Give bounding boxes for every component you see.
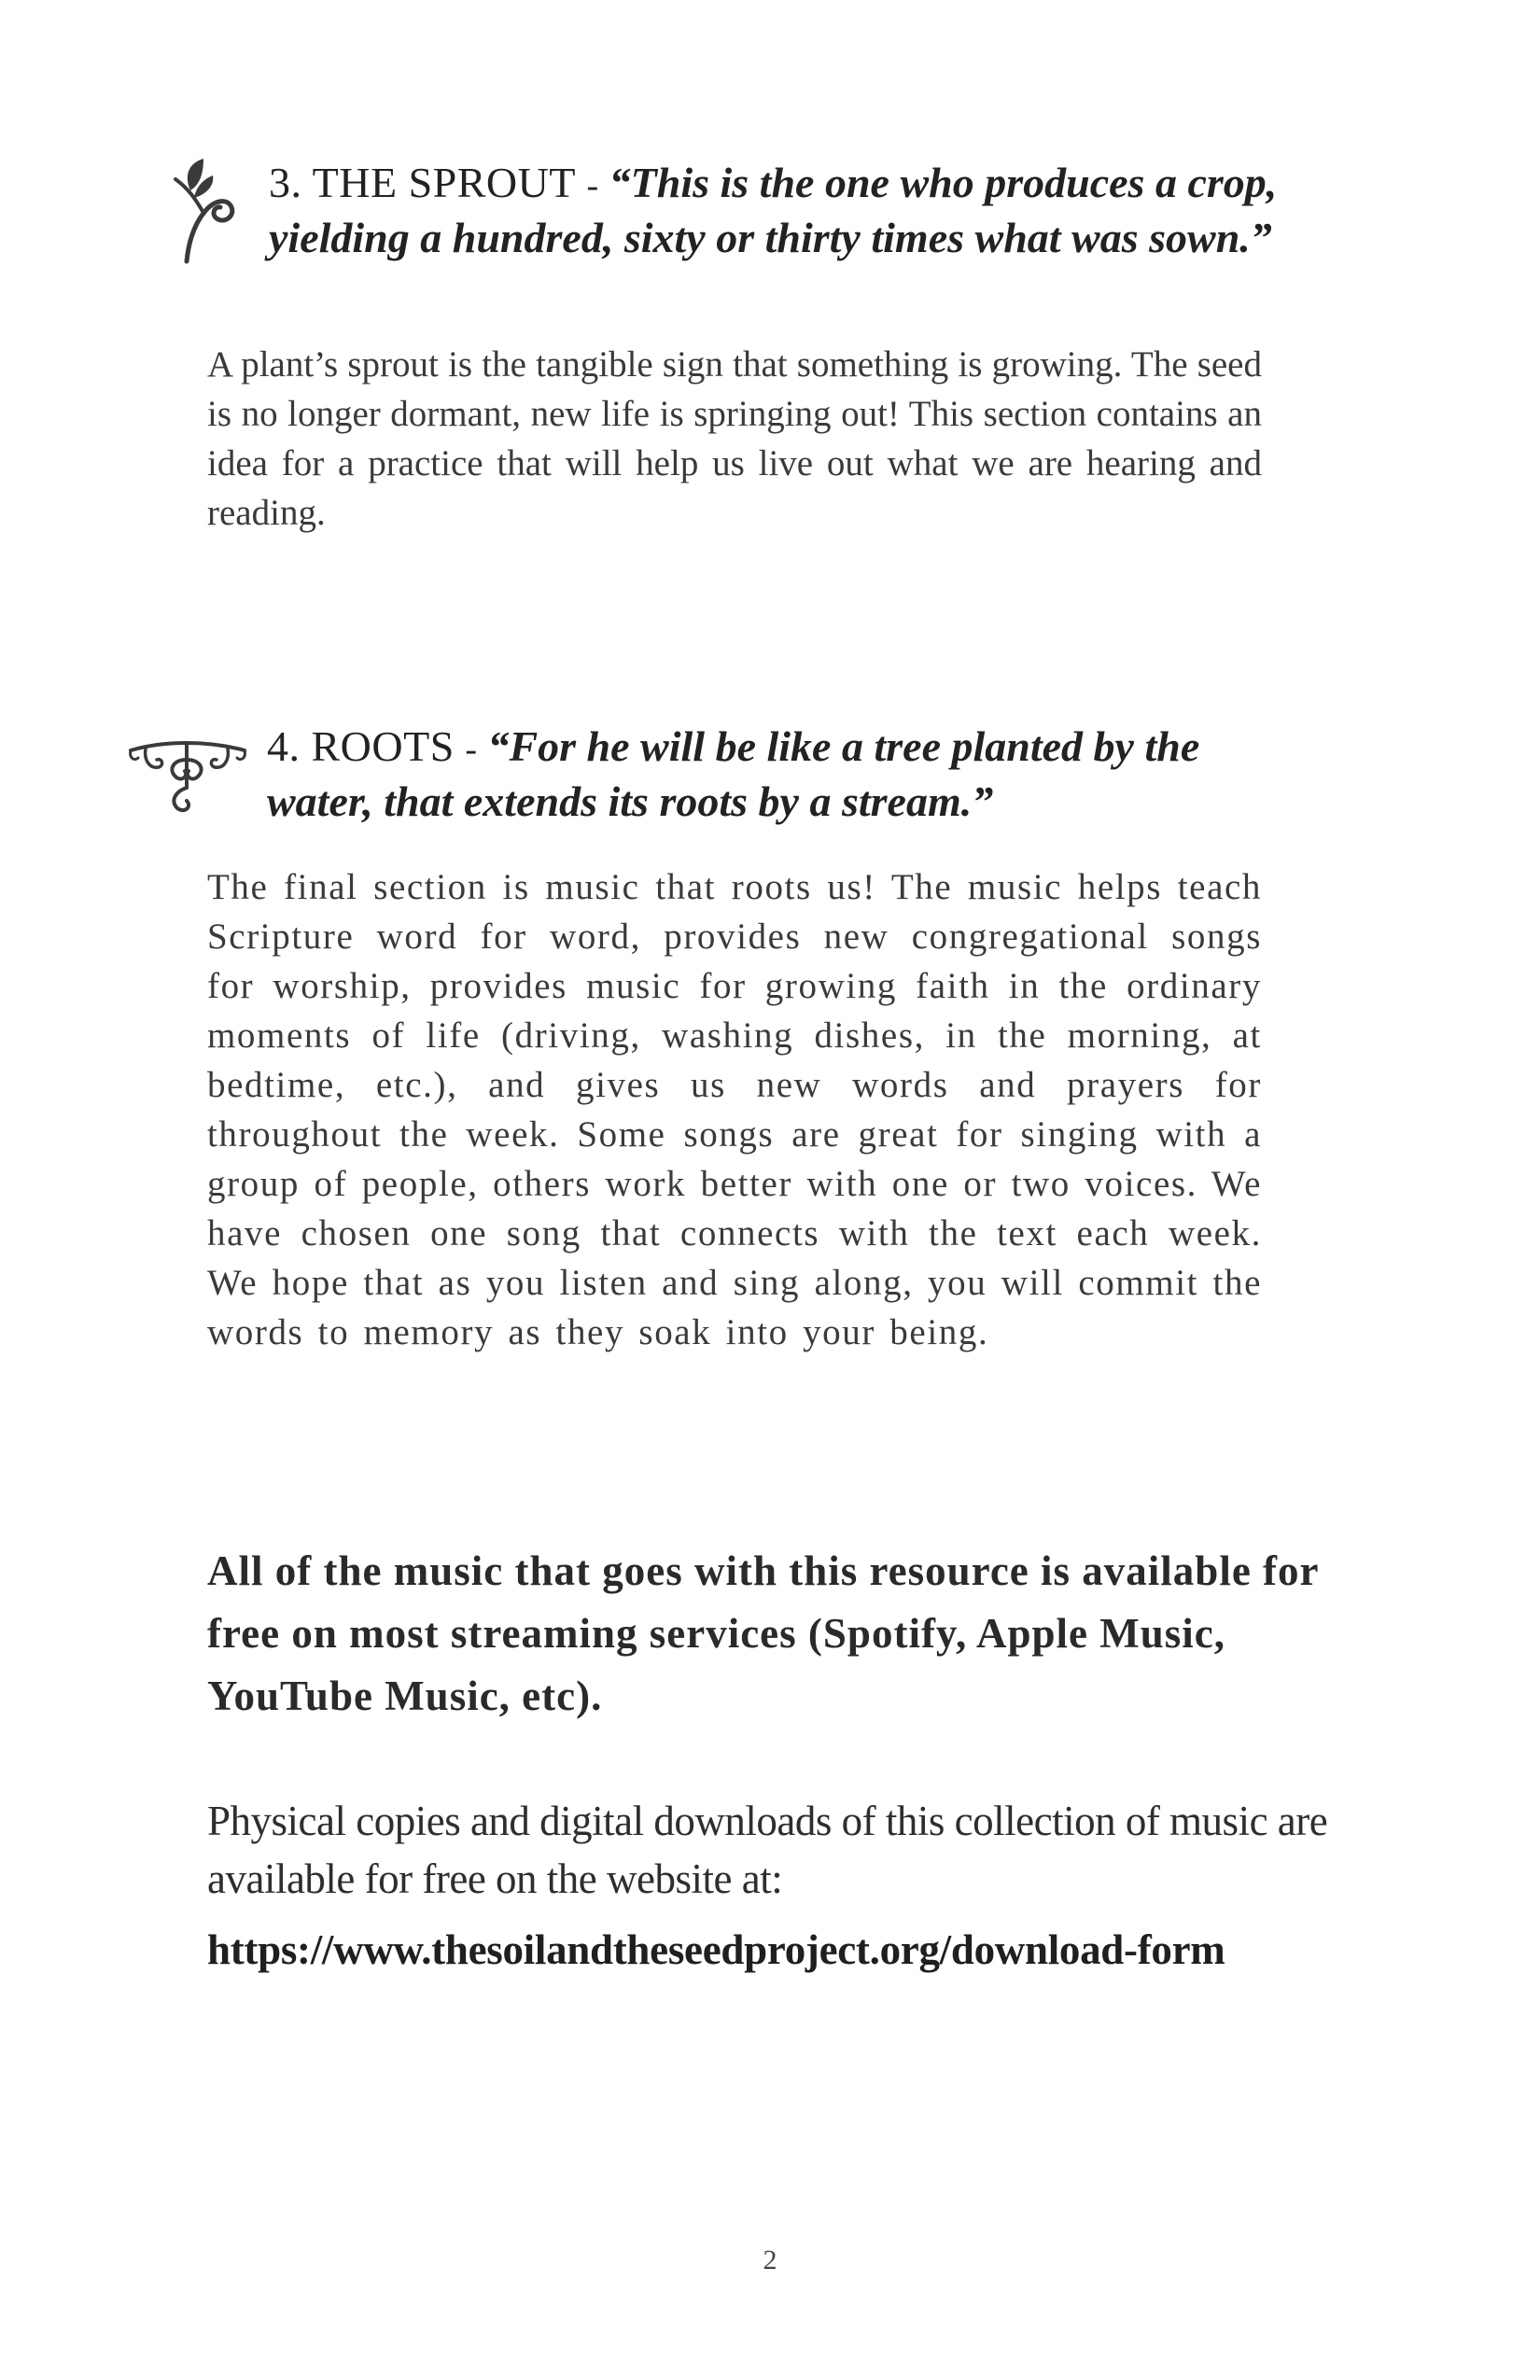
music-availability-callout: All of the music that goes with this resource is available for free on most streaming services (Spotify, Apple Music, YouTube Music, etc). <box>207 1547 1319 1719</box>
download-form-link[interactable]: https://www.thesoilandtheseedproject.org/download-form <box>207 1926 1225 1973</box>
roots-icon <box>127 732 248 816</box>
section-label: 4. ROOTS <box>267 722 455 770</box>
section-heading-sprout <box>269 157 1333 264</box>
section-label: 3. THE SPROUT <box>269 159 576 206</box>
section-quote: “For he will be like a tree planted by the water, that extends its roots by a stream.” <box>267 722 1200 825</box>
separator: - <box>586 166 599 205</box>
section-body-sprout: A plant’s sprout is the tangible sign that something is growing. The seed is no longer dormant, new life is springing out! This section contains an idea for a practice that will help us live out what we are hearing and reading. <box>207 344 1262 533</box>
section-body-roots: The final section is music that roots us! The music helps teach Scripture word for word, provides new congregational songs for worship, provides music for growing faith in the ordinary moments of life (driving, washing dishes, in the morning, at bedtime, etc.), and gives us new words and prayers for throughout the week. Some songs are great for singing with a group of people, others work better with one or two voices. We have chosen one song that connects with the text each week. We hope that as you listen and sing along, you will commit the words to memory as they soak into your being. <box>207 867 1262 1352</box>
separator: - <box>465 730 477 769</box>
page-number: 2 <box>763 2245 777 2275</box>
section-heading-roots <box>267 721 1312 828</box>
sprout-icon <box>166 157 245 267</box>
section-quote: “This is the one who produces a crop, yielding a hundred, sixty or thirty times what was sown.” <box>269 159 1278 261</box>
downloads-info: Physical copies and digital downloads of this collection of music are available for free on the website at: <box>207 1798 1328 1902</box>
